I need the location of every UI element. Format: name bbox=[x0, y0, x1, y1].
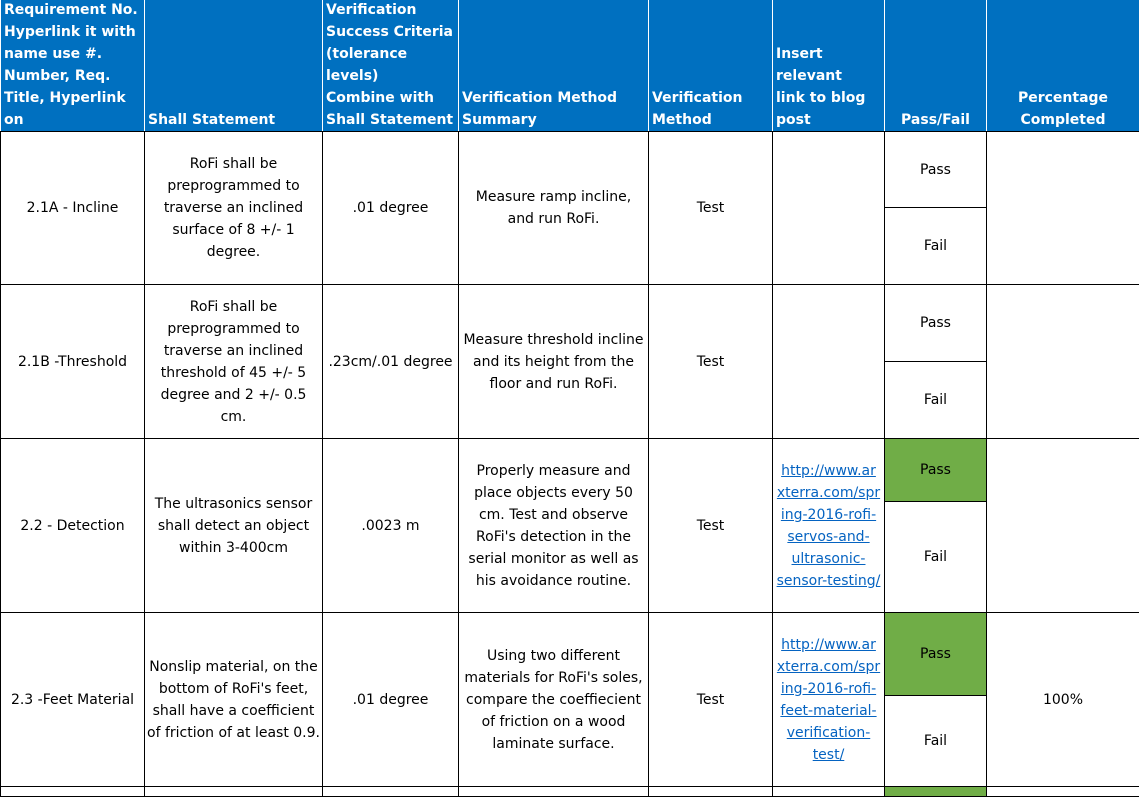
method-cell: Test bbox=[649, 439, 773, 613]
shall-statement-cell: Nonslip material, on the bottom of RoFi's feet, shall have a coefficient of friction of at least 0.9. bbox=[145, 613, 323, 787]
table-row bbox=[1, 285, 1139, 362]
shall-statement-cell: RoFi shall be preprogrammed to traverse an inclined surface of 8 +/- 1 degree. bbox=[145, 132, 323, 285]
pass-cell[interactable]: Pass bbox=[885, 285, 987, 362]
summary-cell: Measure threshold incline and its height from the floor and run RoFi. bbox=[459, 285, 649, 439]
requirement-cell: 2.1A - Incline bbox=[1, 132, 145, 285]
header-pass-fail: Pass/Fail bbox=[885, 0, 987, 132]
table-row bbox=[1, 613, 1139, 696]
header-blog-link: Insert relevant link to blog post bbox=[773, 0, 885, 132]
percent-cell bbox=[987, 132, 1139, 285]
link-cell bbox=[773, 439, 885, 613]
criteria-cell: .23cm/.01 degree bbox=[323, 285, 459, 439]
table-row bbox=[1, 439, 1139, 502]
pass-cell[interactable]: Pass bbox=[885, 439, 987, 502]
percent-cell bbox=[987, 285, 1139, 439]
fail-cell[interactable]: Fail bbox=[885, 696, 987, 787]
shall-statement-cell: RoFi shall be preprogrammed to traverse an inclined threshold of 45 +/- 5 degree and 2 +/- 0.5 cm. bbox=[145, 285, 323, 439]
requirement-cell: 2.1B -Threshold bbox=[1, 285, 145, 439]
requirement-cell: 2.3 -Feet Material bbox=[1, 613, 145, 787]
summary-cell: Measure ramp incline, and run RoFi. bbox=[459, 132, 649, 285]
pass-cell[interactable]: Pass bbox=[885, 132, 987, 208]
method-cell: Test bbox=[649, 132, 773, 285]
table-row bbox=[1, 787, 1139, 797]
percent-cell bbox=[987, 439, 1139, 613]
criteria-cell: .01 degree bbox=[323, 132, 459, 285]
fail-cell[interactable]: Fail bbox=[885, 502, 987, 613]
criteria-cell: .0023 m bbox=[323, 439, 459, 613]
summary-cell: Using two different materials for RoFi's soles, compare the coeffiecient of friction on a wood laminate surface. bbox=[459, 613, 649, 787]
link-cell bbox=[773, 132, 885, 285]
requirement-cell: 2.2 - Detection bbox=[1, 439, 145, 613]
header-percent-completed: Percentage Completed bbox=[987, 0, 1139, 132]
header-verification-method: Verification Method bbox=[649, 0, 773, 132]
criteria-cell: .01 degree bbox=[323, 613, 459, 787]
table-row bbox=[1, 132, 1139, 208]
shall-statement-cell: The ultrasonics sensor shall detect an object within 3-400cm bbox=[145, 439, 323, 613]
method-cell: Test bbox=[649, 285, 773, 439]
header-shall-statement: Shall Statement bbox=[145, 0, 323, 132]
link-cell bbox=[773, 285, 885, 439]
header-requirement: Requirement No. Hyperlink it with name use #. Number, Req. Title, Hyperlink on bbox=[1, 0, 145, 132]
fail-cell[interactable]: Fail bbox=[885, 362, 987, 439]
link-cell bbox=[773, 613, 885, 787]
summary-cell: Properly measure and place objects every 50 cm. Test and observe RoFi's detection in the serial monitor as well as his avoidance routine. bbox=[459, 439, 649, 613]
blog-post-link[interactable]: http://www.ar xterra.com/spr ing-2016-rofi- feet-material- verification- test/ bbox=[777, 637, 880, 763]
header-method-summary: Verification Method Summary bbox=[459, 0, 649, 132]
percent-cell: 100% bbox=[987, 613, 1139, 787]
blog-post-link[interactable]: http://www.ar xterra.com/spr ing-2016-rofi- servos-and- ultrasonic- sensor-testing/ bbox=[777, 463, 881, 589]
header-success-criteria: Verification Success Criteria (tolerance levels) Combine with Shall Statement bbox=[323, 0, 459, 132]
pass-cell[interactable]: Pass bbox=[885, 613, 987, 696]
fail-cell[interactable]: Fail bbox=[885, 208, 987, 285]
method-cell: Test bbox=[649, 613, 773, 787]
